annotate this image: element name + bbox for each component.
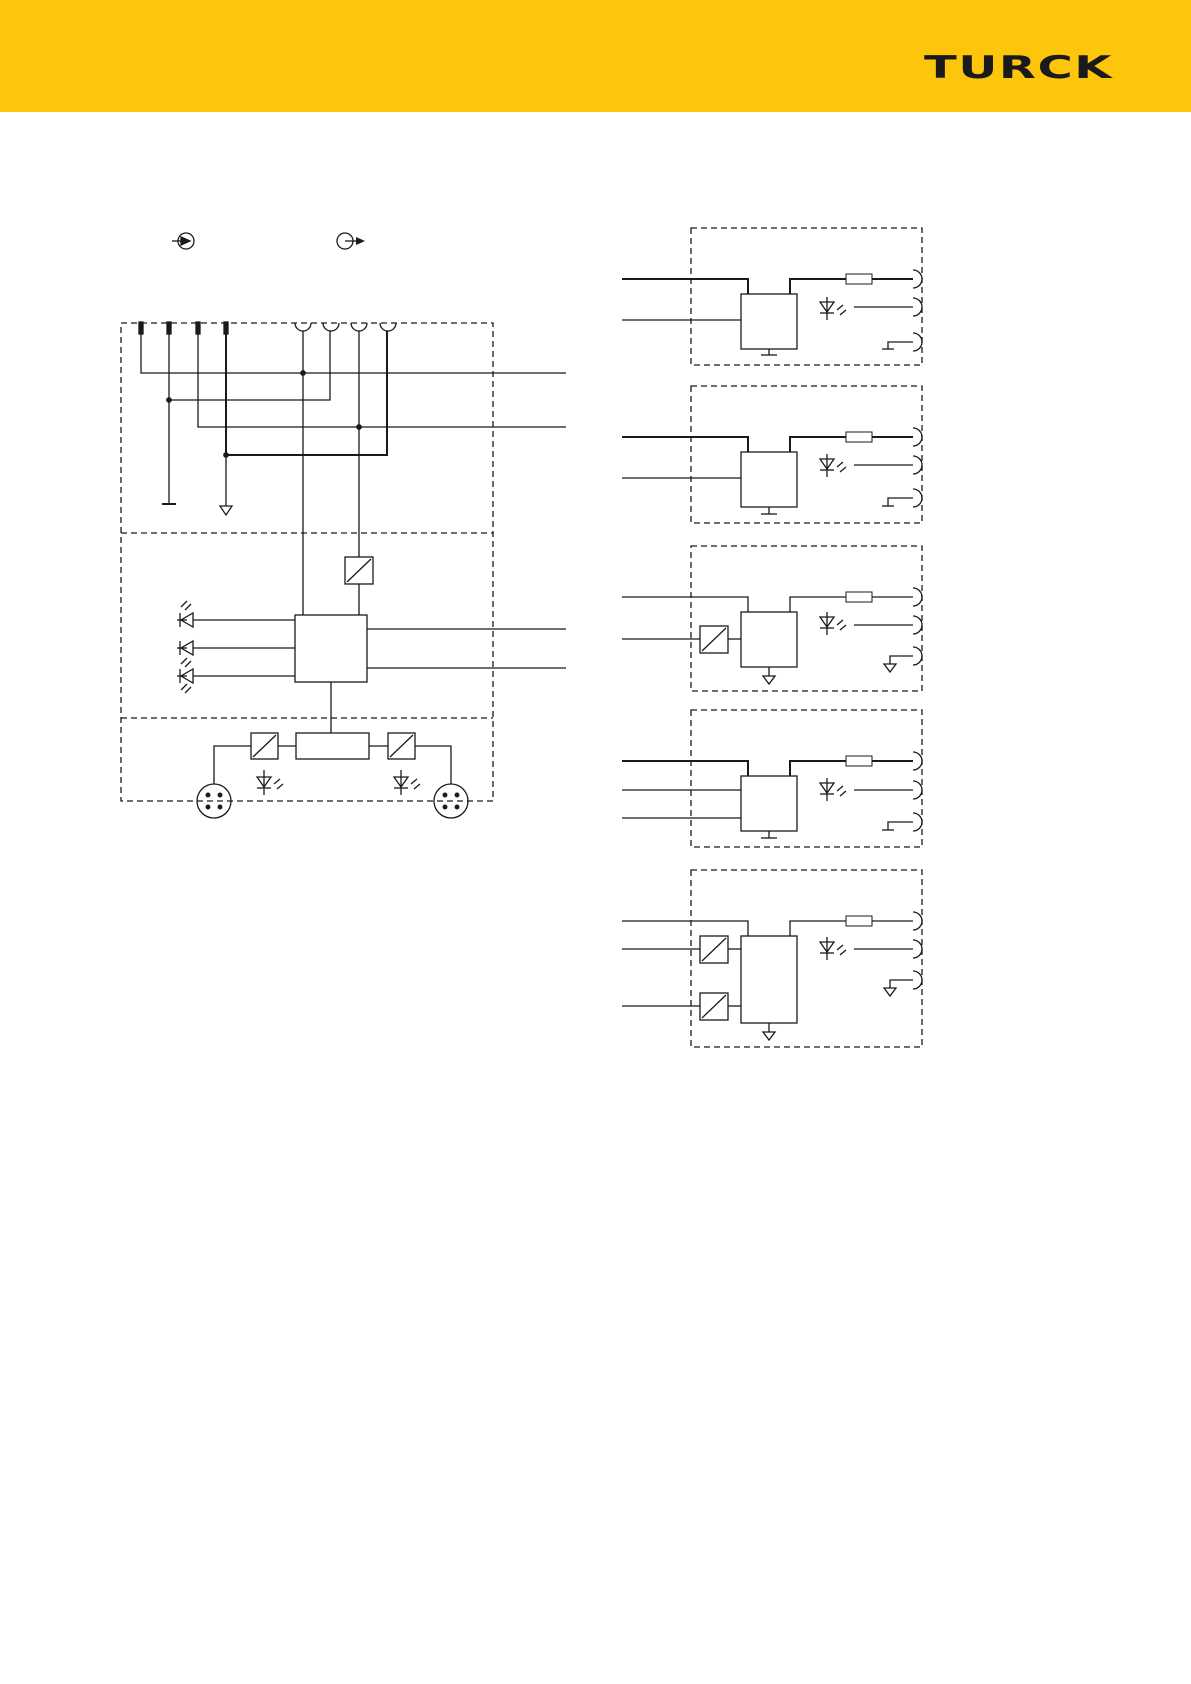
status-led-icon xyxy=(177,658,295,693)
status-led-icon xyxy=(177,641,295,655)
isolator-icon xyxy=(251,733,278,759)
switch-block xyxy=(296,733,369,759)
channel-led-icon xyxy=(820,612,846,635)
channel-led-icon xyxy=(820,297,846,320)
power-pin-icon xyxy=(139,322,228,334)
io-channel-4 xyxy=(622,710,922,847)
link-led-icon xyxy=(394,770,420,795)
isolator-icon xyxy=(345,557,373,584)
channel-led-icon xyxy=(820,937,846,960)
legend-connector-out-icon xyxy=(337,233,365,249)
io-channel-5 xyxy=(622,870,922,1047)
isolator-icon xyxy=(700,993,728,1020)
status-led-icon xyxy=(177,601,295,627)
terminal-icon xyxy=(913,298,922,316)
isolator-icon xyxy=(700,626,728,653)
io-channel-3 xyxy=(622,546,922,691)
terminal-icon xyxy=(913,270,922,288)
isolator-icon xyxy=(700,936,728,963)
link-led-icon xyxy=(257,770,283,795)
controller-block xyxy=(295,615,367,682)
turck-logo: TURCK xyxy=(924,50,1114,86)
channel-led-icon xyxy=(820,778,846,801)
power-socket-icon xyxy=(295,323,396,331)
io-channel-1 xyxy=(622,228,922,365)
legend-connector-in-icon xyxy=(172,233,194,249)
channel-led-icon xyxy=(820,454,846,477)
io-channel-2 xyxy=(622,386,922,523)
isolator-icon xyxy=(388,733,415,759)
main-module xyxy=(121,322,566,818)
terminal-icon xyxy=(913,333,922,351)
function-ground-icon xyxy=(220,506,232,515)
